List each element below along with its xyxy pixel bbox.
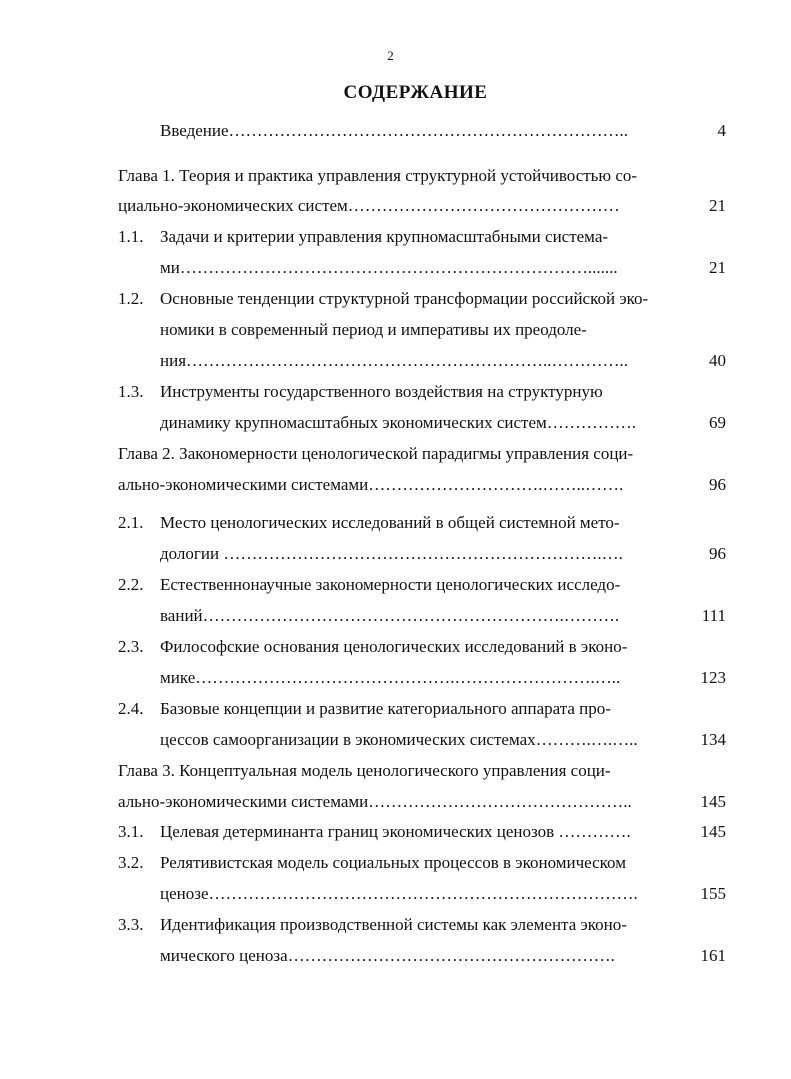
toc-entry-page: 161 bbox=[700, 946, 726, 965]
toc-entry-number: 3.2. bbox=[118, 853, 144, 872]
page-number: 2 bbox=[387, 48, 394, 63]
toc-entry-text: ценозе…………………………………………………………………. bbox=[160, 884, 638, 903]
toc-entry-number: 1.1. bbox=[118, 227, 144, 246]
toc-entry-page: 21 bbox=[709, 258, 726, 277]
toc-entry-text: Философские основания ценологических исследований в эконо- bbox=[160, 637, 628, 656]
toc-entry-text: Глава 1. Теория и практика управления структурной устойчивостью со- bbox=[118, 166, 638, 185]
toc-entry-text: мике……………………………………….…………………….….. bbox=[160, 668, 621, 687]
toc-entry-text: Естественнонаучные закономерности ценологических исследо- bbox=[160, 575, 621, 594]
toc-entry-text: Задачи и критерии управления крупномасштабными система- bbox=[160, 227, 609, 246]
toc-entry-text: ально-экономическими системами……………………………………….. bbox=[118, 792, 632, 811]
toc-entry-page: 111 bbox=[701, 606, 726, 625]
toc-entry-number: 2.1. bbox=[118, 513, 144, 532]
toc-entry-text: ваний……………………………………………………….………. bbox=[160, 606, 620, 625]
toc-entry-text: динамику крупномасштабных экономических систем……………. bbox=[160, 413, 637, 432]
toc-entry-page: 69 bbox=[709, 413, 726, 432]
toc-entry-page: 96 bbox=[709, 475, 726, 494]
toc-entry-page: 123 bbox=[700, 668, 726, 687]
toc-entry-text: Идентификация производственной системы как элемента эконо- bbox=[160, 915, 627, 934]
toc-entry-text: Глава 3. Концептуальная модель ценологического управления соци- bbox=[118, 761, 611, 780]
toc-entry-number: 2.4. bbox=[118, 699, 144, 718]
toc-entry-text: Основные тенденции структурной трансформации российской эко- bbox=[160, 289, 649, 308]
toc-entry-text: номики в современный период и императивы их преодоле- bbox=[160, 320, 587, 339]
toc-entry-text: Целевая детерминанта границ экономических ценозов …………. bbox=[160, 822, 631, 841]
toc-entry-text: циально-экономических систем………………………………………… bbox=[118, 196, 620, 215]
page-title: СОДЕРЖАНИЕ bbox=[343, 82, 488, 103]
toc-entry-text: Релятивистская модель социальных процессов в экономическом bbox=[160, 853, 626, 872]
toc-entry-text: ния………………………………………………………..………….. bbox=[160, 351, 629, 370]
toc-entry-page: 145 bbox=[700, 822, 726, 841]
toc-entry-page: 40 bbox=[709, 351, 726, 370]
toc-entry-number: 3.1. bbox=[118, 822, 144, 841]
toc-entry-text: дологии ………………………………………………………….…. bbox=[160, 544, 623, 563]
toc-entry-number: 1.2. bbox=[118, 289, 144, 308]
toc-entry-number: 2.3. bbox=[118, 637, 144, 656]
toc-entry-number: 3.3. bbox=[118, 915, 144, 934]
toc-entry-page: 155 bbox=[700, 884, 726, 903]
toc-entry-page: 21 bbox=[709, 196, 726, 215]
toc-entry-text: Глава 2. Закономерности ценологической парадигмы управления соци- bbox=[118, 444, 634, 463]
toc-entry-page: 134 bbox=[700, 730, 726, 749]
toc-entry-page: 4 bbox=[717, 121, 726, 140]
toc-entry-text: мического ценоза…………………………………………………. bbox=[160, 946, 615, 965]
toc-entry-text: цессов самоорганизации в экономических системах……….….….. bbox=[160, 730, 638, 749]
toc-entry-number: 2.2. bbox=[118, 575, 144, 594]
toc-entry-text: ально-экономическими системами………………………….……..……. bbox=[118, 475, 624, 494]
toc-entry-text: Базовые концепции и развитие категориального аппарата про- bbox=[160, 699, 611, 718]
toc-entry-number: 1.3. bbox=[118, 382, 144, 401]
toc-entry-page: 96 bbox=[709, 544, 726, 563]
toc-entry-text: ми………………………………………………………………....... bbox=[160, 258, 618, 277]
toc-entry-text: Место ценологических исследований в общей системной мето- bbox=[160, 513, 620, 532]
toc-entry-page: 145 bbox=[700, 792, 726, 811]
toc-entry-text: Введение…………………………………………………………….. bbox=[160, 121, 629, 140]
toc-entry-text: Инструменты государственного воздействия на структурную bbox=[160, 382, 603, 401]
